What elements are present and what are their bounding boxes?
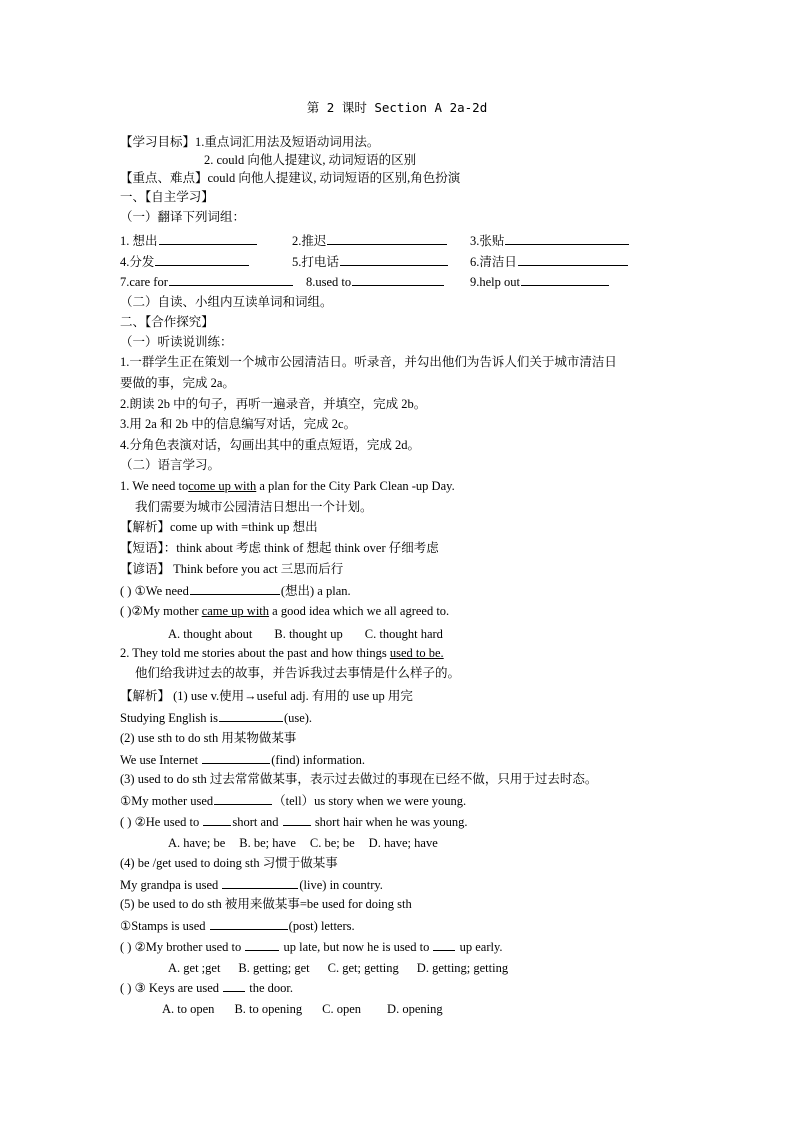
key-phrase: come up with: [188, 479, 257, 493]
exercise-text: (use).: [283, 711, 313, 725]
key-phrase: came up with: [201, 604, 270, 618]
vocab-label: 1. 想出: [120, 234, 158, 248]
section1-heading: 一、【自主学习】: [120, 190, 214, 204]
answer-blank[interactable]: [155, 253, 249, 266]
proverb-note: 【谚语】 Think before you act 三思而后行: [120, 562, 344, 576]
vocab-item: [120, 253, 250, 270]
phrase-note: 【短语】：think about 考虑 think of 想起 think over 仔细考虑: [120, 541, 439, 555]
exercise-2: [120, 751, 365, 768]
question-text: a good idea which we all agreed to.: [272, 604, 450, 618]
vocab-item: [470, 253, 629, 270]
sentence-text: 2. They told me stories about the past and how things: [120, 646, 387, 660]
option: B. to opening: [234, 1002, 303, 1016]
key-points-line: 【重点、难点】could 向他人提建议, 动词短语的区别,角色扮演: [120, 171, 461, 185]
answer-blank[interactable]: [203, 813, 231, 826]
option: A. to open: [162, 1002, 215, 1016]
objectives-line-2: 2. could 向他人提建议, 动词短语的区别: [204, 153, 417, 167]
exercise-text: (post) letters.: [288, 919, 355, 933]
section1-sub2: （二）自读、小组内互读单词和词组。: [120, 295, 333, 309]
answer-paren[interactable]: ( ): [120, 604, 132, 618]
vocab-item: [470, 232, 630, 249]
exercise-4: [120, 876, 383, 893]
question-text: the door.: [249, 981, 294, 995]
section2-sub2: （二）语言学习。: [120, 458, 221, 472]
answer-blank[interactable]: [159, 232, 257, 245]
analysis-1: 【解析】come up with =think up 想出: [120, 520, 318, 534]
option: A. thought about: [168, 627, 253, 641]
answer-blank[interactable]: [433, 938, 455, 951]
question-text: short hair when he was young.: [314, 815, 468, 829]
vocab-label: 5.打电话: [292, 255, 339, 269]
vocab-item: [292, 232, 448, 249]
question-text: ③ Keys are used: [134, 981, 220, 995]
sentence-2: [120, 645, 444, 661]
vocab-label: 7.care for: [120, 275, 168, 289]
answer-blank[interactable]: [210, 917, 288, 930]
exercise-text: （tell）us story when we were young.: [273, 794, 467, 808]
exercise-text: (live) in country.: [299, 878, 383, 892]
question-4-options: [168, 960, 530, 976]
vocab-label: 9.help out: [470, 275, 520, 289]
point-3: (3) used to do sth 过去常常做某事，表示过去做过的事现在已经不做，只用于过去时态。: [120, 772, 598, 786]
answer-blank[interactable]: [222, 876, 298, 889]
answer-blank[interactable]: [327, 232, 447, 245]
exercise-text: We use Internet: [120, 753, 199, 767]
vocab-label: 6.清洁日: [470, 255, 517, 269]
key-phrase: used to be.: [389, 646, 444, 660]
sentence-2-translation: 他们给我讲过去的故事，并告诉我过去事情是什么样子的。: [135, 666, 461, 680]
task-4: 4.分角色表演对话，勾画出其中的重点短语，完成 2d。: [120, 438, 421, 452]
section2-sub1: （一）听读说训练：: [120, 335, 233, 349]
exercise-text: (find) information.: [271, 753, 365, 767]
question-3: [120, 813, 468, 830]
vocab-item: [120, 273, 294, 290]
vocab-item: [120, 232, 258, 249]
answer-paren[interactable]: ( ): [120, 940, 132, 954]
vocab-item: [470, 273, 610, 290]
answer-blank[interactable]: [340, 253, 448, 266]
exercise-5: [120, 917, 355, 934]
option: D. opening: [387, 1002, 443, 1016]
option: C. get; getting: [327, 961, 399, 975]
sentence-1-translation: 我们需要为城市公园清洁日想出一个计划。: [135, 500, 373, 514]
exercise-text: ①My mother used: [120, 794, 214, 808]
option: A. get ;get: [168, 961, 221, 975]
question-text: up early.: [459, 940, 503, 954]
answer-paren[interactable]: ( ): [120, 981, 132, 995]
answer-blank[interactable]: [283, 813, 311, 826]
question-text: (想出) a plan.: [280, 584, 351, 598]
answer-blank[interactable]: [505, 232, 629, 245]
vocab-item: [306, 273, 445, 290]
option: B. be; have: [239, 836, 296, 850]
question-2: [120, 603, 449, 619]
task-2: 2.朗读 2b 中的句子，再听一遍录音，并填空，完成 2b。: [120, 397, 427, 411]
question-5: [120, 979, 293, 996]
answer-blank[interactable]: [190, 582, 280, 595]
vocab-label: 3.张贴: [470, 234, 505, 248]
vocab-item: [292, 253, 449, 270]
option: D. getting; getting: [416, 961, 509, 975]
exercise-text: My grandpa is used: [120, 878, 219, 892]
point-5: (5) be used to do sth 被用来做某事=be used for doing sth: [120, 897, 412, 911]
question-1: [120, 582, 351, 599]
option: A. have; be: [168, 836, 226, 850]
answer-blank[interactable]: [518, 253, 628, 266]
vocab-label: 8.used to: [306, 275, 352, 289]
option: C. be; be: [309, 836, 355, 850]
answer-blank[interactable]: [219, 709, 283, 722]
sentence-text: 1. We need to: [120, 479, 189, 493]
exercise-text: Studying English is: [120, 711, 218, 725]
option: D. have; have: [368, 836, 438, 850]
answer-blank[interactable]: [521, 273, 609, 286]
question-text: up late, but now he is used to: [283, 940, 430, 954]
page-title: 第 2 课时 Section A 2a-2d: [306, 100, 488, 115]
answer-blank[interactable]: [223, 979, 245, 992]
question-text: ①We need: [134, 584, 189, 598]
task-1-line-a: 1.一群学生正在策划一个城市公园清洁日。听录音，并勾出他们为告诉人们关于城市清洁日: [120, 355, 617, 369]
section2-heading: 二、【合作探究】: [120, 315, 214, 329]
exercise-3: [120, 792, 466, 809]
option: B. getting; get: [238, 961, 310, 975]
point-2: (2) use sth to do sth 用某物做某事: [120, 731, 297, 745]
task-1-line-b: 要做的事，完成 2a。: [120, 376, 235, 390]
sentence-text: a plan for the City Park Clean -up Day.: [259, 479, 455, 493]
question-text: ②My brother used to: [134, 940, 242, 954]
exercise-1: [120, 709, 312, 726]
sentence-1: [120, 478, 455, 494]
question-text: short and: [232, 815, 279, 829]
answer-paren[interactable]: ( ): [120, 584, 132, 598]
answer-blank[interactable]: [245, 938, 279, 951]
vocab-label: 4.分发: [120, 255, 155, 269]
objectives-line-1: 【学习目标】1.重点词汇用法及短语动词用法。: [120, 135, 380, 149]
option: C. thought hard: [364, 627, 443, 641]
question-4: [120, 938, 503, 955]
analysis-2: 【解析】 (1) use v.使用→useful adj. 有用的 use up 用完: [120, 689, 413, 703]
exercise-text: ①Stamps is used: [120, 919, 206, 933]
vocab-label: 2.推迟: [292, 234, 327, 248]
answer-blank[interactable]: [214, 792, 272, 805]
answer-blank[interactable]: [352, 273, 444, 286]
answer-blank[interactable]: [202, 751, 270, 764]
question-2-options: [168, 626, 465, 642]
answer-blank[interactable]: [169, 273, 293, 286]
section1-sub1: （一）翻译下列词组：: [120, 210, 246, 224]
answer-paren[interactable]: ( ): [120, 815, 132, 829]
question-5-options: [162, 1001, 465, 1017]
option: B. thought up: [274, 627, 343, 641]
option: C. open: [322, 1002, 362, 1016]
point-4: (4) be /get used to doing sth 习惯于做某事: [120, 856, 338, 870]
task-3: 3.用 2a 和 2b 中的信息编写对话，完成 2c。: [120, 417, 357, 431]
question-3-options: [168, 835, 460, 851]
question-text: ②My mother: [131, 604, 199, 618]
question-text: ②He used to: [134, 815, 200, 829]
